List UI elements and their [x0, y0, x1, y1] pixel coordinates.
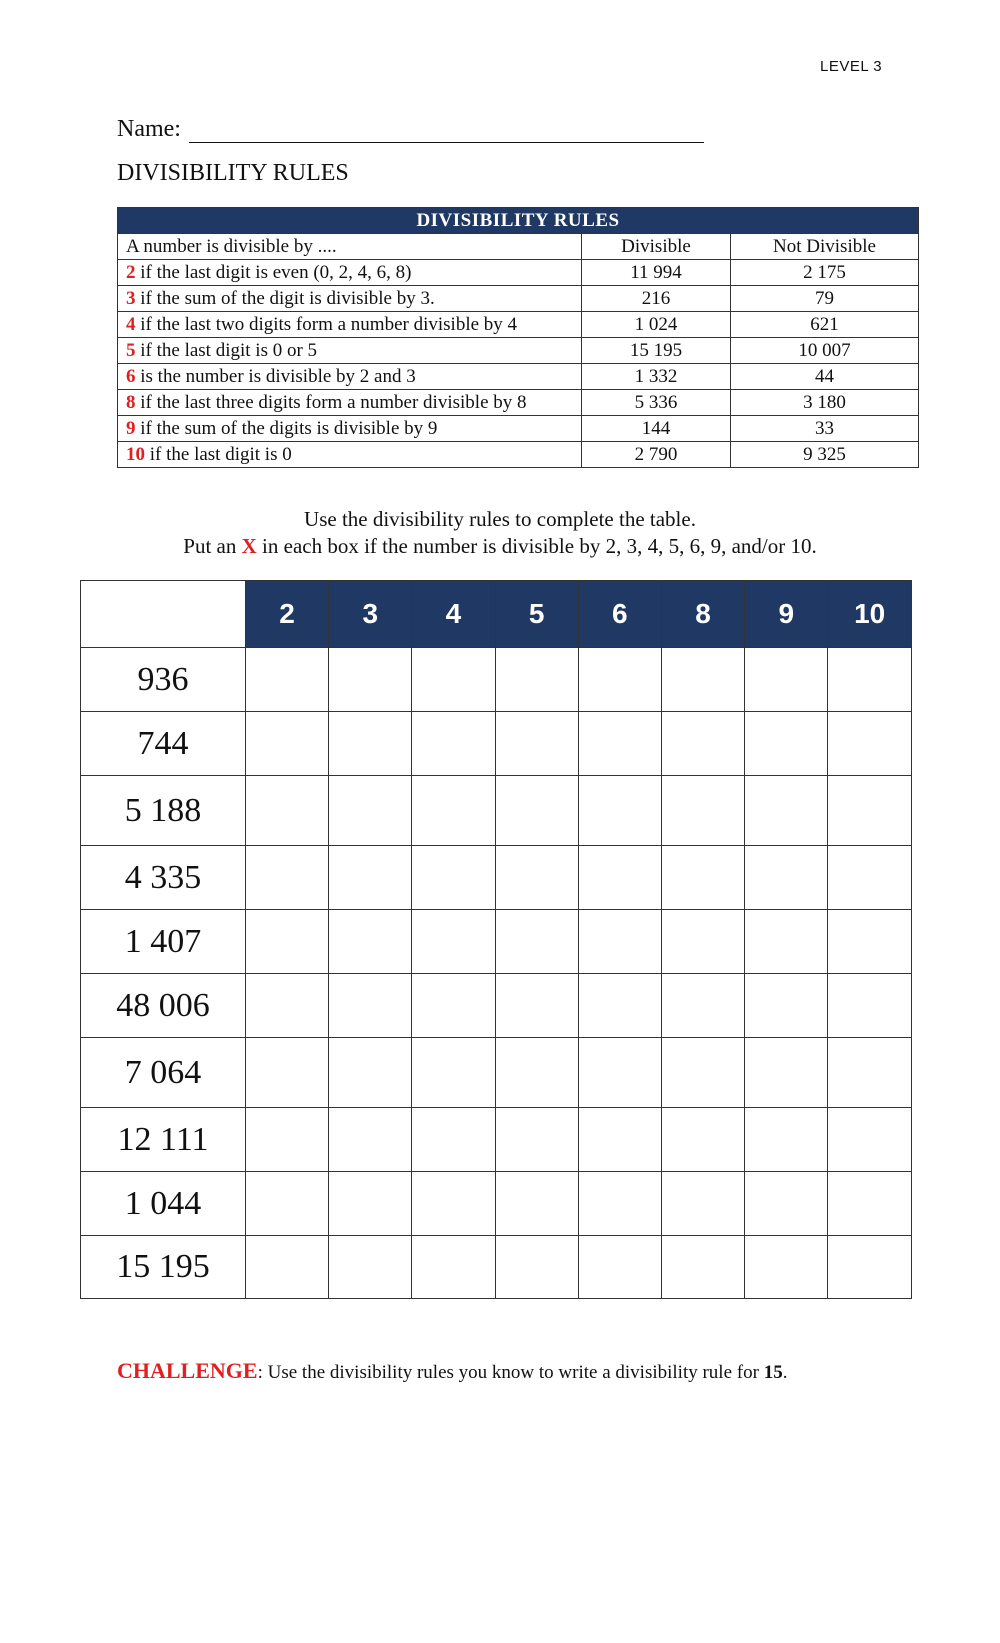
rule-number: 4	[126, 314, 136, 335]
divisor-header: 9	[745, 581, 828, 648]
answer-box[interactable]	[245, 846, 328, 910]
answer-box[interactable]	[412, 776, 495, 846]
grid-row	[81, 910, 912, 974]
grid-row	[81, 1108, 912, 1172]
challenge-number: 15	[763, 1362, 783, 1383]
grid-row	[81, 648, 912, 712]
x-mark: X	[241, 534, 257, 558]
rule-row	[118, 260, 919, 286]
not-divisible-example: 79	[731, 286, 919, 312]
name-label: Name:	[117, 116, 181, 142]
grid-corner	[81, 581, 246, 648]
answer-box[interactable]	[329, 648, 412, 712]
not-divisible-example: 10 007	[731, 338, 919, 364]
grid-row	[81, 1038, 912, 1108]
rule-number: 10	[126, 444, 145, 465]
not-divisible-example: 621	[731, 312, 919, 338]
name-row	[117, 116, 704, 143]
answer-box[interactable]	[412, 910, 495, 974]
rule-row	[118, 390, 919, 416]
answer-box[interactable]	[828, 1108, 912, 1172]
answer-box[interactable]	[661, 1236, 744, 1299]
rules-table	[117, 207, 919, 468]
answer-box[interactable]	[329, 776, 412, 846]
answer-box[interactable]	[578, 712, 661, 776]
rule-number: 3	[126, 288, 136, 309]
answer-box[interactable]	[828, 1038, 912, 1108]
answer-box[interactable]	[495, 712, 578, 776]
answer-box[interactable]	[412, 1038, 495, 1108]
divisible-example: 1 332	[582, 364, 731, 390]
divisibility-grid	[80, 580, 912, 1299]
grid-number: 1 044	[81, 1172, 246, 1236]
divisible-example: 1 024	[582, 312, 731, 338]
answer-box[interactable]	[745, 846, 828, 910]
rule-text	[118, 442, 582, 468]
answer-box[interactable]	[329, 846, 412, 910]
rule-description: is the number is divisible by 2 and 3	[135, 366, 416, 387]
answer-box[interactable]	[828, 712, 912, 776]
answer-box[interactable]	[245, 1038, 328, 1108]
grid-row	[81, 1172, 912, 1236]
rules-col-header: Not Divisible	[731, 234, 919, 260]
divisor-header: 10	[828, 581, 912, 648]
grid-number: 15 195	[81, 1236, 246, 1299]
not-divisible-example: 2 175	[731, 260, 919, 286]
rule-number: 2	[126, 262, 136, 283]
rule-number: 5	[126, 340, 136, 361]
name-field[interactable]	[189, 118, 704, 143]
rule-description: if the last digit is 0 or 5	[135, 340, 318, 361]
answer-box[interactable]	[578, 1038, 661, 1108]
answer-box[interactable]	[245, 1108, 328, 1172]
answer-box[interactable]	[745, 1038, 828, 1108]
rule-description: if the sum of the digits is divisible by 9	[135, 418, 438, 439]
divisible-example: 144	[582, 416, 731, 442]
answer-box[interactable]	[329, 1172, 412, 1236]
answer-box[interactable]	[412, 1172, 495, 1236]
rule-description: if the last digit is even (0, 2, 4, 6, 8)	[135, 262, 412, 283]
rules-table-title: DIVISIBILITY RULES	[118, 208, 919, 234]
divisible-example: 11 994	[582, 260, 731, 286]
divisible-example: 216	[582, 286, 731, 312]
answer-box[interactable]	[495, 1172, 578, 1236]
answer-box[interactable]	[661, 776, 744, 846]
answer-box[interactable]	[578, 776, 661, 846]
divisor-header: 8	[661, 581, 744, 648]
answer-box[interactable]	[329, 1038, 412, 1108]
answer-box[interactable]	[329, 712, 412, 776]
rule-text	[118, 416, 582, 442]
answer-box[interactable]	[745, 1172, 828, 1236]
challenge-text: : Use the divisibility rules you know to write a divisibility rule for	[257, 1362, 764, 1383]
answer-box[interactable]	[578, 648, 661, 712]
divisor-header: 3	[329, 581, 412, 648]
grid-number: 5 188	[81, 776, 246, 846]
answer-box[interactable]	[495, 974, 578, 1038]
answer-box[interactable]	[578, 1108, 661, 1172]
answer-box[interactable]	[495, 846, 578, 910]
answer-box[interactable]	[412, 846, 495, 910]
answer-box[interactable]	[412, 1108, 495, 1172]
answer-box[interactable]	[661, 1172, 744, 1236]
grid-row	[81, 846, 912, 910]
rule-row	[118, 286, 919, 312]
answer-box[interactable]	[245, 910, 328, 974]
rule-description: if the sum of the digit is divisible by 3.	[135, 288, 435, 309]
answer-box[interactable]	[661, 1038, 744, 1108]
challenge-end: .	[782, 1362, 788, 1383]
answer-box[interactable]	[412, 712, 495, 776]
answer-box[interactable]	[329, 974, 412, 1038]
grid-row	[81, 1236, 912, 1299]
answer-box[interactable]	[245, 648, 328, 712]
answer-box[interactable]	[828, 974, 912, 1038]
instruction-text: in each box if the number is divisible by 2, 3, 4, 5, 6, 9, and/or 10.	[256, 534, 817, 558]
instruction-line-1: Use the divisibility rules to complete the table.	[304, 507, 696, 531]
answer-box[interactable]	[495, 1038, 578, 1108]
answer-box[interactable]	[495, 1236, 578, 1299]
rule-text	[118, 312, 582, 338]
rule-text	[118, 338, 582, 364]
answer-box[interactable]	[745, 712, 828, 776]
answer-box[interactable]	[329, 1236, 412, 1299]
not-divisible-example: 3 180	[731, 390, 919, 416]
divisible-example: 15 195	[582, 338, 731, 364]
grid-number: 7 064	[81, 1038, 246, 1108]
grid-number: 1 407	[81, 910, 246, 974]
grid-number: 744	[81, 712, 246, 776]
rule-text	[118, 364, 582, 390]
answer-box[interactable]	[745, 910, 828, 974]
rule-row	[118, 416, 919, 442]
answer-box[interactable]	[578, 846, 661, 910]
divisor-header: 2	[245, 581, 328, 648]
rule-number: 8	[126, 392, 136, 413]
divisor-header: 5	[495, 581, 578, 648]
answer-box[interactable]	[661, 846, 744, 910]
rule-row	[118, 338, 919, 364]
divisor-header: 6	[578, 581, 661, 648]
grid-number: 12 111	[81, 1108, 246, 1172]
answer-box[interactable]	[578, 910, 661, 974]
answer-box[interactable]	[745, 648, 828, 712]
instructions	[0, 506, 1000, 560]
answer-box[interactable]	[828, 1172, 912, 1236]
grid-number: 936	[81, 648, 246, 712]
rule-row	[118, 442, 919, 468]
rules-col-header: Divisible	[582, 234, 731, 260]
challenge	[117, 1358, 787, 1384]
challenge-label: CHALLENGE	[117, 1358, 258, 1383]
grid-row	[81, 776, 912, 846]
instruction-text: Put an	[183, 534, 242, 558]
answer-box[interactable]	[245, 776, 328, 846]
answer-box[interactable]	[412, 648, 495, 712]
answer-box[interactable]	[329, 1108, 412, 1172]
divisor-header: 4	[412, 581, 495, 648]
rule-row	[118, 364, 919, 390]
answer-box[interactable]	[245, 1236, 328, 1299]
answer-box[interactable]	[329, 910, 412, 974]
answer-box[interactable]	[412, 974, 495, 1038]
not-divisible-example: 33	[731, 416, 919, 442]
answer-box[interactable]	[495, 1108, 578, 1172]
rule-description: if the last three digits form a number divisible by 8	[135, 392, 527, 413]
answer-box[interactable]	[828, 1236, 912, 1299]
answer-box[interactable]	[661, 974, 744, 1038]
answer-box[interactable]	[828, 776, 912, 846]
divisible-example: 2 790	[582, 442, 731, 468]
answer-box[interactable]	[745, 974, 828, 1038]
answer-box[interactable]	[578, 1236, 661, 1299]
answer-box[interactable]	[661, 1108, 744, 1172]
answer-box[interactable]	[578, 1172, 661, 1236]
rule-text	[118, 286, 582, 312]
divisible-example: 5 336	[582, 390, 731, 416]
answer-box[interactable]	[828, 648, 912, 712]
answer-box[interactable]	[245, 974, 328, 1038]
answer-box[interactable]	[745, 1236, 828, 1299]
grid-row	[81, 712, 912, 776]
answer-box[interactable]	[495, 776, 578, 846]
rule-description: if the last digit is 0	[145, 444, 292, 465]
answer-box[interactable]	[495, 648, 578, 712]
answer-box[interactable]	[578, 974, 661, 1038]
page-title: DIVISIBILITY RULES	[117, 160, 349, 186]
rule-number: 9	[126, 418, 136, 439]
rule-description: if the last two digits form a number divisible by 4	[135, 314, 518, 335]
rule-text	[118, 260, 582, 286]
answer-box[interactable]	[828, 910, 912, 974]
rule-row	[118, 312, 919, 338]
answer-box[interactable]	[245, 712, 328, 776]
level-label: LEVEL 3	[820, 58, 883, 75]
grid-number: 48 006	[81, 974, 246, 1038]
grid-row	[81, 974, 912, 1038]
rule-text	[118, 390, 582, 416]
answer-box[interactable]	[828, 846, 912, 910]
rule-number: 6	[126, 366, 136, 387]
answer-box[interactable]	[412, 1236, 495, 1299]
answer-box[interactable]	[495, 910, 578, 974]
answer-box[interactable]	[661, 910, 744, 974]
not-divisible-example: 44	[731, 364, 919, 390]
not-divisible-example: 9 325	[731, 442, 919, 468]
answer-box[interactable]	[661, 648, 744, 712]
answer-box[interactable]	[245, 1172, 328, 1236]
answer-box[interactable]	[745, 776, 828, 846]
grid-number: 4 335	[81, 846, 246, 910]
rules-col-header: A number is divisible by ....	[118, 234, 582, 260]
instruction-line-2	[0, 533, 1000, 560]
answer-box[interactable]	[661, 712, 744, 776]
answer-box[interactable]	[745, 1108, 828, 1172]
